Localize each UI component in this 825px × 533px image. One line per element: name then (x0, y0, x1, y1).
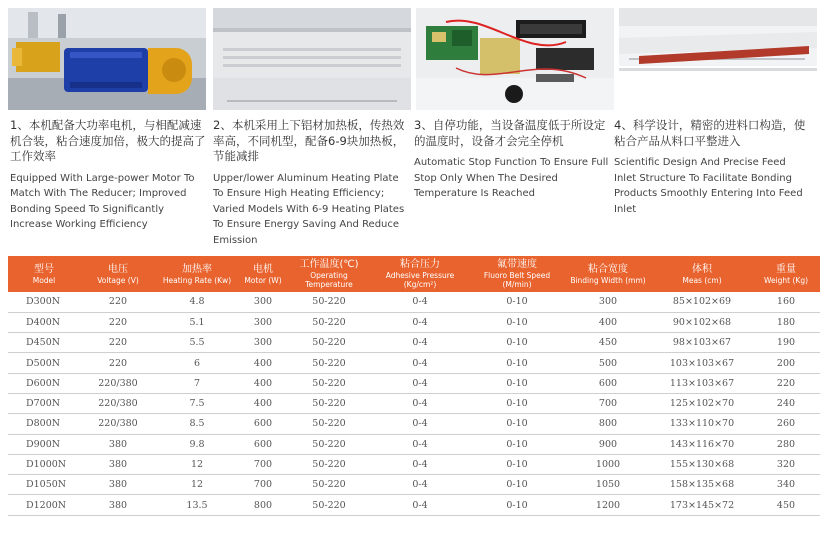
table-cell: 220/380 (80, 414, 156, 434)
table-cell: 50-220 (288, 495, 370, 515)
column-header (238, 256, 288, 292)
table-cell: 0-10 (470, 292, 564, 312)
table-cell: 50-220 (288, 475, 370, 495)
table-cell: 12 (156, 475, 238, 495)
column-header (470, 256, 564, 292)
table-cell: 700 (564, 393, 652, 413)
column-header (652, 256, 752, 292)
table-cell: 0-4 (370, 292, 470, 312)
column-header-cn: 电机 (253, 263, 273, 275)
table-cell: 5.1 (156, 312, 238, 332)
table-cell: 50-220 (288, 434, 370, 454)
column-header-en: Binding Width (mm) (570, 275, 646, 285)
table-row (8, 414, 820, 434)
table-cell: 0-10 (470, 414, 564, 434)
column-header (752, 256, 820, 292)
table-cell: 12 (156, 454, 238, 474)
table-cell: 6 (156, 353, 238, 373)
table-cell: 220 (80, 333, 156, 353)
table-cell: 173×145×72 (652, 495, 752, 515)
table-cell: 50-220 (288, 312, 370, 332)
table-cell: 400 (238, 353, 288, 373)
table-cell: 1200 (564, 495, 652, 515)
table-cell: 113×103×67 (652, 373, 752, 393)
column-header-en: Voltage (V) (97, 275, 139, 285)
table-cell: 180 (752, 312, 820, 332)
table-cell: 500 (564, 353, 652, 373)
table-cell: 280 (752, 434, 820, 454)
table-row (8, 393, 820, 413)
table-cell: 220 (752, 373, 820, 393)
column-header-en: Model (32, 275, 56, 285)
table-cell: 158×135×68 (652, 475, 752, 495)
table-cell: 85×102×69 (652, 292, 752, 312)
column-header-en: Fluoro Belt Speed (M/min) (483, 271, 551, 289)
feature-1-en: Equipped With Large-power Motor To Match With The Reducer; Improved Bonding Speed To Significantly Increase Working Efficiency (10, 172, 195, 230)
table-cell: 380 (80, 434, 156, 454)
model-cell: D900N (8, 434, 80, 454)
table-cell: 220 (80, 292, 156, 312)
table-cell: 5.5 (156, 333, 238, 353)
table-cell: 50-220 (288, 333, 370, 353)
table-cell: 260 (752, 414, 820, 434)
feature-2 (213, 118, 409, 248)
table-cell: 700 (238, 475, 288, 495)
table-cell: 155×130×68 (652, 454, 752, 474)
model-cell: D1050N (8, 475, 80, 495)
table-cell: 380 (80, 475, 156, 495)
table-cell: 133×110×70 (652, 414, 752, 434)
table-row (8, 292, 820, 312)
table-cell: 800 (238, 495, 288, 515)
feature-1-cn: 1、本机配备大功率电机，与相配减速机合装，粘合速度加倍，极大的提高了工作效率 (10, 118, 206, 163)
model-cell: D450N (8, 333, 80, 353)
table-cell: 0-10 (470, 495, 564, 515)
model-cell: D800N (8, 414, 80, 434)
column-header-cn: 工作温度(℃) (299, 259, 359, 270)
table-row (8, 373, 820, 393)
column-header-cn: 粘合宽度 (588, 263, 628, 275)
table-cell: 1050 (564, 475, 652, 495)
feature-3 (414, 118, 610, 202)
table-cell: 450 (752, 495, 820, 515)
column-header-cn: 电压 (108, 263, 128, 275)
table-cell: 220/380 (80, 373, 156, 393)
table-cell: 0-4 (370, 414, 470, 434)
table-cell: 4.8 (156, 292, 238, 312)
table-cell: 0-10 (470, 434, 564, 454)
column-header-cn: 粘合压力 (400, 259, 440, 270)
table-cell: 143×116×70 (652, 434, 752, 454)
table-cell: 7.5 (156, 393, 238, 413)
table-cell: 0-10 (470, 353, 564, 373)
table-cell: 200 (752, 353, 820, 373)
table-cell: 220 (80, 353, 156, 373)
table-body (8, 292, 820, 515)
model-cell: D500N (8, 353, 80, 373)
table-cell: 0-10 (470, 333, 564, 353)
table-cell: 103×103×67 (652, 353, 752, 373)
table-cell: 90×102×68 (652, 312, 752, 332)
table-cell: 0-4 (370, 373, 470, 393)
feed-inlet-photo (619, 8, 817, 110)
table-cell: 400 (238, 373, 288, 393)
table-row (8, 495, 820, 515)
table-cell: 13.5 (156, 495, 238, 515)
model-cell: D1200N (8, 495, 80, 515)
motor-reducer-photo (8, 8, 206, 110)
feature-4-cn: 4、科学设计，精密的进料口构造，使粘合产品从料口平整进入 (614, 118, 806, 148)
table-cell: 0-10 (470, 454, 564, 474)
feature-3-en: Automatic Stop Function To Ensure Full Stop Only When The Desired Temperature Is Reached (414, 157, 609, 199)
table-cell: 300 (238, 333, 288, 353)
column-header-cn: 加热率 (182, 263, 212, 275)
table-cell: 50-220 (288, 414, 370, 434)
column-header (564, 256, 652, 292)
heating-plate-photo (213, 8, 411, 110)
table-cell: 600 (238, 414, 288, 434)
feature-4-en: Scientific Design And Precise Feed Inlet Structure To Facilitate Bonding Products Smoothly Entering Into Feed Inlet (614, 157, 803, 215)
table-cell: 220/380 (80, 393, 156, 413)
model-cell: D700N (8, 393, 80, 413)
table-cell: 0-4 (370, 312, 470, 332)
table-row (8, 475, 820, 495)
column-header (8, 256, 80, 292)
table-cell: 0-4 (370, 495, 470, 515)
table-row (8, 434, 820, 454)
table-cell: 0-10 (470, 475, 564, 495)
table-cell: 1000 (564, 454, 652, 474)
table-cell: 300 (564, 292, 652, 312)
table-cell: 380 (80, 454, 156, 474)
table-cell: 240 (752, 393, 820, 413)
column-header (156, 256, 238, 292)
table-cell: 0-10 (470, 312, 564, 332)
table-cell: 50-220 (288, 292, 370, 312)
table-header-row (8, 256, 820, 292)
column-header (288, 256, 370, 292)
column-header-cn: 氟带速度 (497, 259, 537, 270)
table-cell: 700 (238, 454, 288, 474)
table-row (8, 312, 820, 332)
table-cell: 0-4 (370, 454, 470, 474)
table-cell: 800 (564, 414, 652, 434)
table-cell: 50-220 (288, 353, 370, 373)
table-cell: 0-4 (370, 475, 470, 495)
table-cell: 0-4 (370, 353, 470, 373)
table-row (8, 353, 820, 373)
table-cell: 125×102×70 (652, 393, 752, 413)
table-cell: 300 (238, 312, 288, 332)
table-cell: 320 (752, 454, 820, 474)
model-cell: D400N (8, 312, 80, 332)
table-cell: 190 (752, 333, 820, 353)
column-header-en: Weight (Kg) (763, 275, 809, 285)
table-cell: 600 (564, 373, 652, 393)
column-header-en: Heating Rate (Kw) (162, 275, 232, 285)
feature-2-cn: 2、本机采用上下铝材加热板，传热效率高，不同机型，配备6-9块加热板，节能减排 (213, 118, 405, 163)
table-row (8, 333, 820, 353)
table-cell: 7 (156, 373, 238, 393)
column-header-en: Meas (cm) (682, 275, 722, 285)
table-cell: 400 (564, 312, 652, 332)
table-cell: 9.8 (156, 434, 238, 454)
table-cell: 0-4 (370, 434, 470, 454)
table-cell: 340 (752, 475, 820, 495)
column-header (370, 256, 470, 292)
table-row (8, 454, 820, 474)
column-header (80, 256, 156, 292)
table-cell: 0-4 (370, 333, 470, 353)
table-cell: 400 (238, 393, 288, 413)
table-cell: 900 (564, 434, 652, 454)
column-header-en: Adhesive Pressure (Kg/cm²) (385, 271, 455, 289)
table-cell: 0-10 (470, 373, 564, 393)
table-cell: 0-10 (470, 393, 564, 413)
column-header-cn: 重量 (776, 263, 796, 275)
table-cell: 450 (564, 333, 652, 353)
feature-2-en: Upper/lower Aluminum Heating Plate To Ensure High Heating Efficiency; Varied Models With 6-9 Heating Plates To Ensure Energy Saving And Reduce Emission (213, 172, 405, 246)
feature-1 (10, 118, 206, 233)
table-cell: 50-220 (288, 393, 370, 413)
table-cell: 380 (80, 495, 156, 515)
table-cell: 160 (752, 292, 820, 312)
table-cell: 600 (238, 434, 288, 454)
model-cell: D1000N (8, 454, 80, 474)
column-header-cn: 体积 (692, 263, 712, 275)
control-board-photo (416, 8, 614, 110)
table-cell: 50-220 (288, 454, 370, 474)
column-header-en: Motor (W) (244, 275, 282, 285)
table-cell: 8.5 (156, 414, 238, 434)
table-cell: 300 (238, 292, 288, 312)
feature-4 (614, 118, 810, 217)
column-header-cn: 型号 (34, 263, 54, 275)
model-cell: D600N (8, 373, 80, 393)
table-cell: 0-4 (370, 393, 470, 413)
table-cell: 220 (80, 312, 156, 332)
spec-table (8, 256, 820, 516)
model-cell: D300N (8, 292, 80, 312)
feature-3-cn: 3、自停功能，当设备温度低于所设定的温度时，设备才会完全停机 (414, 118, 606, 148)
table-cell: 98×103×67 (652, 333, 752, 353)
column-header-en: Operating Temperature (305, 271, 353, 289)
table-cell: 50-220 (288, 373, 370, 393)
